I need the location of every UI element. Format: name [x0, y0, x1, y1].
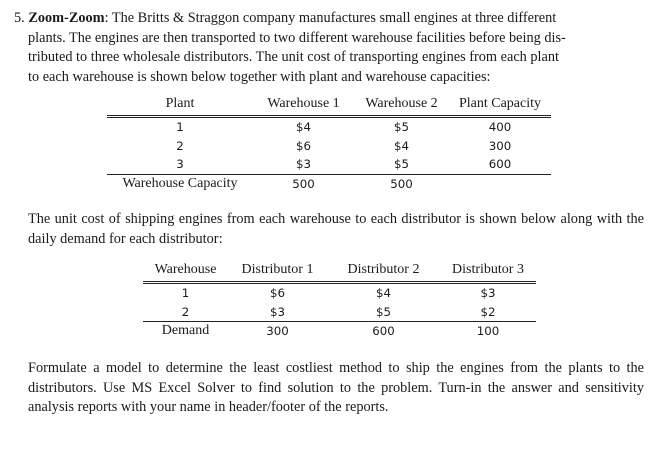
middle-line-1: The unit cost of shipping engines from each warehouse to each distributor is shown below along [28, 211, 593, 227]
table2-footer-cell: 300 [228, 322, 327, 341]
intro-line-3: tributed to three wholesale distributors. The unit cost of transporting engines from each plant [28, 49, 559, 65]
middle-paragraph [28, 210, 644, 249]
table-row [143, 303, 536, 322]
intro-line-2: plants. The engines are then transported to two different warehouse facilities before being dis- [28, 29, 566, 46]
problem-number: 5. [14, 10, 25, 26]
table1-cell: $5 [393, 157, 409, 172]
table1-header-plant: Plant [165, 96, 195, 111]
table2-header-distributor-2: Distributor 2 [347, 262, 420, 277]
table2-header-warehouse: Warehouse [154, 262, 217, 277]
table1-header-warehouse-1: Warehouse 1 [267, 96, 340, 111]
table1-header-row [107, 93, 551, 117]
table2-footer-cell: 100 [440, 322, 536, 341]
table2-footer-cell: 600 [327, 322, 440, 341]
table-row [107, 137, 551, 156]
table1-cell: 1 [107, 117, 253, 137]
table-row [143, 283, 536, 303]
closing-line-3: sensitivity analysis reports with your name in header/footer of the reports. [28, 379, 644, 415]
table2-cell: $4 [327, 283, 440, 303]
table2-cell: $2 [480, 304, 496, 319]
table1-footer-cell [449, 174, 551, 193]
closing-line-2: the distributors. Use MS Excel Solver to find solution to the problem. Turn-in the answer and [28, 360, 644, 396]
table2-cell: $6 [228, 283, 327, 303]
table1-header-warehouse-2: Warehouse 2 [365, 96, 438, 111]
table-row [107, 155, 551, 174]
table2-footer-row [143, 322, 536, 341]
table-row [107, 117, 551, 137]
table1-header-plant-capacity: Plant Capacity [458, 96, 542, 111]
middle-line-2: with the daily demand for each distributor: [28, 211, 645, 247]
table1-footer-cell: 500 [253, 174, 354, 193]
table1-footer-cell: 500 [354, 174, 449, 193]
table1-cell: $4 [253, 117, 354, 137]
plant-warehouse-cost-table [107, 93, 551, 193]
table2-cell: $3 [440, 283, 536, 303]
intro-line-1: : The Britts & Straggon company manufactures small engines at three different [104, 10, 557, 26]
table1-cell: 3 [176, 157, 184, 172]
closing-line-1: Formulate a model to determine the least costliest method to ship the engines from the plants to [28, 360, 621, 376]
table1-cell: $6 [295, 138, 311, 153]
table2-footer-label: Demand [143, 322, 228, 341]
table2-cell: $3 [269, 304, 285, 319]
table2-cell: $5 [375, 304, 391, 319]
table2-cell: 1 [143, 283, 228, 303]
table1-footer-row [107, 174, 551, 193]
table1-cell: 2 [176, 138, 184, 153]
table1-cell: $4 [393, 138, 409, 153]
table1-cell: $5 [354, 117, 449, 137]
table1-footer-label: Warehouse Capacity [107, 174, 253, 193]
table2-header-distributor-3: Distributor 3 [452, 262, 524, 277]
intro-line-4: to each warehouse is shown below together with plant and warehouse capacities: [28, 68, 491, 85]
closing-paragraph [28, 359, 644, 418]
problem-title: Zoom-Zoom [28, 10, 105, 26]
warehouse-distributor-cost-table [143, 259, 536, 341]
table1-cell: $3 [295, 157, 311, 172]
table1-cell: 600 [488, 157, 512, 172]
table2-header-distributor-1: Distributor 1 [241, 262, 314, 277]
table2-cell: 2 [181, 304, 190, 319]
table1-cell: 400 [449, 117, 551, 137]
problem-intro [14, 9, 644, 87]
table2-header-row [143, 259, 536, 283]
table1-cell: 300 [488, 138, 512, 153]
